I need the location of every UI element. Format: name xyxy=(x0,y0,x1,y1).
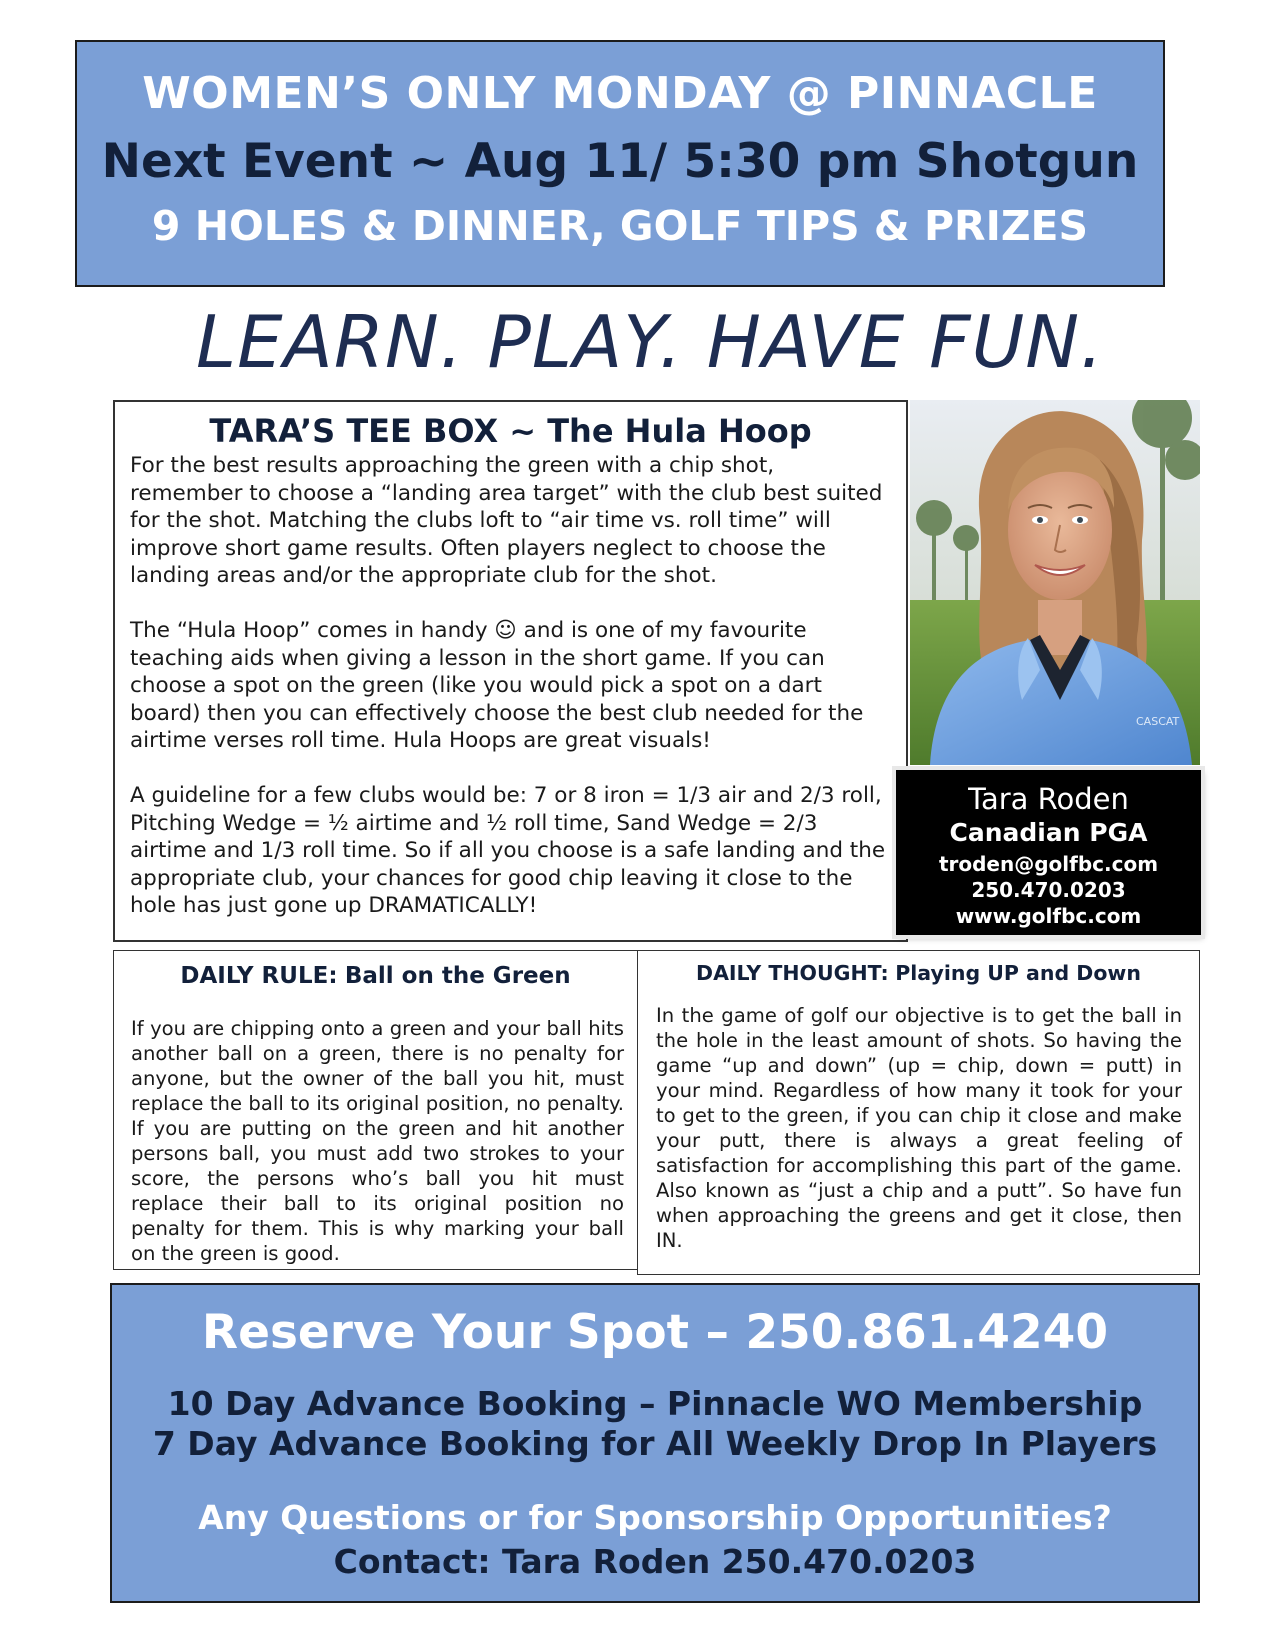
daily-rule-panel xyxy=(113,950,638,1270)
tee-box-paragraph-3: A guideline for a few clubs would be: 7 or 8 iron = 1/3 air and 2/3 roll, Pitching Wedge = ½ airtime and ½ roll time, Sand Wedge = 2/3 airtime and 1/3 roll time. So if all you choose is a safe landing and the appropriate club, your chances for good chip leaving it close to the hole has just gone up DRAMATICALLY! xyxy=(130,783,886,918)
dropin-booking-line: 7 Day Advance Booking for All Weekly Drop In Players xyxy=(152,1424,1158,1463)
contact-line: Contact: Tara Roden 250.470.0203 xyxy=(333,1542,977,1581)
daily-thought-text: In the game of golf our objective is to get the ball in the hole in the least amount of shots. So having the game “up and down” (up = chip, down = putt) in your mind. Regardless of how many it took for your to get to the green, if you can chip it close and make your putt, there is always a great feeling of satisfaction for accomplishing this part of the game. Also known as “just a chip and a putt”. So have fun when approaching the greens and get it close, then IN. xyxy=(656,1004,1182,1252)
instructor-email[interactable]: troden@golfbc.com xyxy=(938,852,1159,876)
booking-banner xyxy=(110,1283,1200,1603)
daily-thought-label: DAILY THOUGHT: xyxy=(696,961,889,985)
daily-thought-panel xyxy=(637,950,1200,1275)
next-event-line: Next Event ~ Aug 11/ 5:30 pm Shotgun xyxy=(101,134,1139,189)
daily-thought-heading xyxy=(638,961,1199,985)
reserve-line: Reserve Your Spot – 250.861.4240 xyxy=(201,1305,1109,1360)
contact-card xyxy=(896,770,1201,935)
slogan: LEARN. PLAY. HAVE FUN. xyxy=(195,300,1105,384)
tee-box-title: TARA’S TEE BOX ~ The Hula Hoop xyxy=(209,412,812,450)
member-booking-line: 10 Day Advance Booking – Pinnacle WO Membership xyxy=(167,1384,1143,1423)
daily-rule-label: DAILY RULE: xyxy=(180,963,338,989)
tee-box-paragraph-1: For the best results approaching the green with a chip shot, remember to choose a “landing area target” with the club best suited for the shot. Matching the clubs loft to “air time vs. roll time” will improve short game results. Often players neglect to choose the landing areas and/or the appropriate club for the shot. xyxy=(130,453,883,588)
event-features-line: 9 HOLES & DINNER, GOLF TIPS & PRIZES xyxy=(151,202,1089,250)
instructor-website[interactable]: www.golfbc.com xyxy=(955,904,1142,928)
instructor-name: Tara Roden xyxy=(968,782,1129,816)
instructor-phone: 250.470.0203 xyxy=(971,878,1126,902)
daily-thought-title: Playing UP and Down xyxy=(895,961,1141,985)
tee-box-panel xyxy=(113,400,908,942)
tee-box-paragraph-2: The “Hula Hoop” comes in handy ☺ and is one of my favourite teaching aids when giving a lesson in the short game. If you can choose a spot on the green (like you would pick a spot on a dart board) then you can effectively choose the best club needed for the airtime verses roll time. Hula Hoops are great visuals! xyxy=(130,618,864,753)
questions-line: Any Questions or for Sponsorship Opportunities? xyxy=(198,1498,1112,1537)
event-heading: WOMEN’S ONLY MONDAY @ PINNACLE xyxy=(142,68,1098,119)
instructor-title: Canadian PGA xyxy=(949,818,1148,847)
event-banner xyxy=(75,40,1165,287)
svg-text:CASCAT: CASCAT xyxy=(1136,715,1180,728)
daily-rule-title: Ball on the Green xyxy=(344,963,571,989)
daily-rule-text: If you are chipping onto a green and your ball hits another ball on a green, there is no penalty for anyone, but the owner of the ball you hit, must replace the ball to its original position, no penalty. If you are putting on the green and hit another persons ball, you must add two strokes to your score, the persons who’s ball you hit must replace their ball to its original position no penalty for them. This is why marking your ball on the green is good. xyxy=(131,1017,624,1265)
instructor-photo xyxy=(910,400,1200,765)
daily-rule-heading xyxy=(114,963,637,989)
